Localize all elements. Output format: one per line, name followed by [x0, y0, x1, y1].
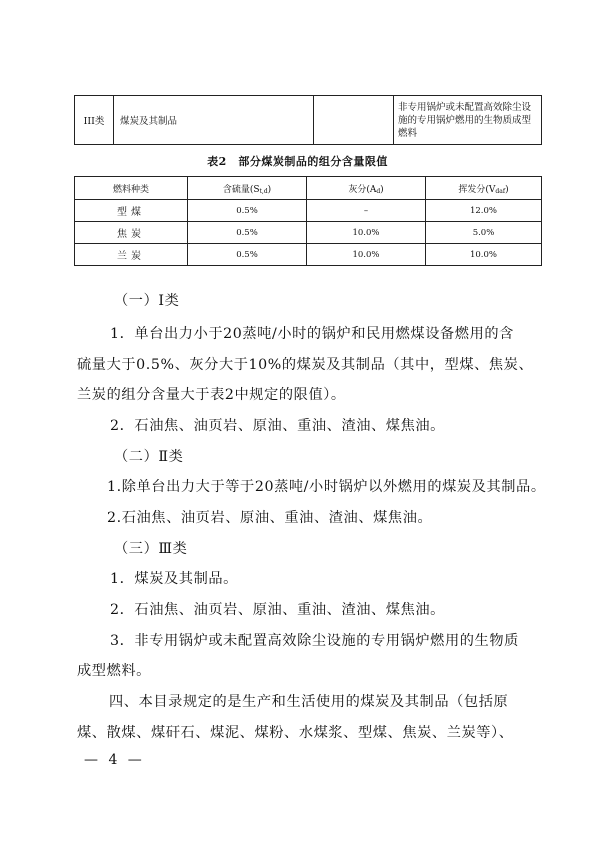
volatile-value: 5.0%: [426, 222, 542, 244]
coal-component-table: [74, 176, 542, 266]
page-number: — 4 —: [84, 752, 145, 768]
table-row: [75, 222, 542, 244]
fuel-name: 焦炭: [75, 222, 188, 244]
paragraph-line: 3．非专用锅炉或未配置高效除尘设施的专用锅炉燃用的生物质: [110, 633, 519, 649]
fuel-name: 兰炭: [75, 244, 188, 266]
fuel-cell: 煤炭及其制品: [114, 96, 314, 145]
paragraph-line: 1．煤炭及其制品。: [110, 571, 238, 587]
volatile-value: 12.0%: [426, 200, 542, 222]
sulfur-value: 0.5%: [188, 222, 307, 244]
header-ash: 灰分$(A_d)$: [307, 177, 426, 200]
paragraph-line: 2．石油焦、油页岩、原油、重油、渣油、煤焦油。: [110, 602, 445, 618]
scope-cell: 非专用锅炉或未配置高效除尘设施的专用锅炉燃用的生物质成型燃料: [394, 96, 542, 145]
sulfur-value: 0.5%: [188, 244, 307, 266]
ash-value: –: [307, 200, 426, 222]
paragraph-line: 1．单台出力小于20蒸吨/小时的锅炉和民用燃煤设备燃用的含: [110, 326, 514, 342]
ash-value: 10.0%: [307, 244, 426, 266]
paragraph-line: 1.除单台出力大于等于20蒸吨/小时锅炉以外燃用的煤炭及其制品。: [107, 479, 546, 495]
paragraph-line: 四、本目录规定的是生产和生活使用的煤炭及其制品（包括原: [109, 694, 509, 710]
paragraph-line: 2．石油焦、油页岩、原油、重油、渣油、煤焦油。: [110, 418, 445, 434]
header-fuel-type: 燃料种类: [75, 177, 188, 200]
paragraph-line: 硫量大于0.5%、灰分大于10%的煤炭及其制品（其中，型煤、焦炭、: [77, 357, 534, 373]
header-volatile: 挥发分$(V_{daf})$: [426, 177, 542, 200]
table-row: [75, 200, 542, 222]
table-row: [75, 96, 542, 145]
header-sulfur: 含硫量$(S_{t,d})$: [188, 177, 307, 200]
paragraph-line: 成型燃料。: [77, 663, 151, 679]
ash-value: 10.0%: [307, 222, 426, 244]
fuel-name: 型煤: [75, 200, 188, 222]
category-cell: III类: [75, 96, 114, 145]
table-row: [75, 244, 542, 266]
table-header-row: [75, 177, 542, 200]
paragraph-line: 兰炭的组分含量大于表2中规定的限值）。: [77, 387, 346, 403]
section-heading-class-2: （二）Ⅱ类: [114, 449, 184, 465]
table2-title: 表2 部分煤炭制品的组分含量限值: [207, 155, 388, 168]
section-heading-class-3: （三）Ⅲ类: [114, 541, 188, 557]
volatile-value: 10.0%: [426, 244, 542, 266]
paragraph-line: 煤、散煤、煤矸石、煤泥、煤粉、水煤浆、型煤、焦炭、兰炭等）、: [77, 725, 514, 741]
section-heading-class-1: （一）Ⅰ类: [114, 293, 180, 309]
sulfur-value: 0.5%: [188, 200, 307, 222]
paragraph-line: 2.石油焦、油页岩、原油、重油、渣油、煤焦油。: [107, 510, 433, 526]
fuel-category-table: [74, 95, 542, 145]
empty-cell: [314, 96, 394, 145]
